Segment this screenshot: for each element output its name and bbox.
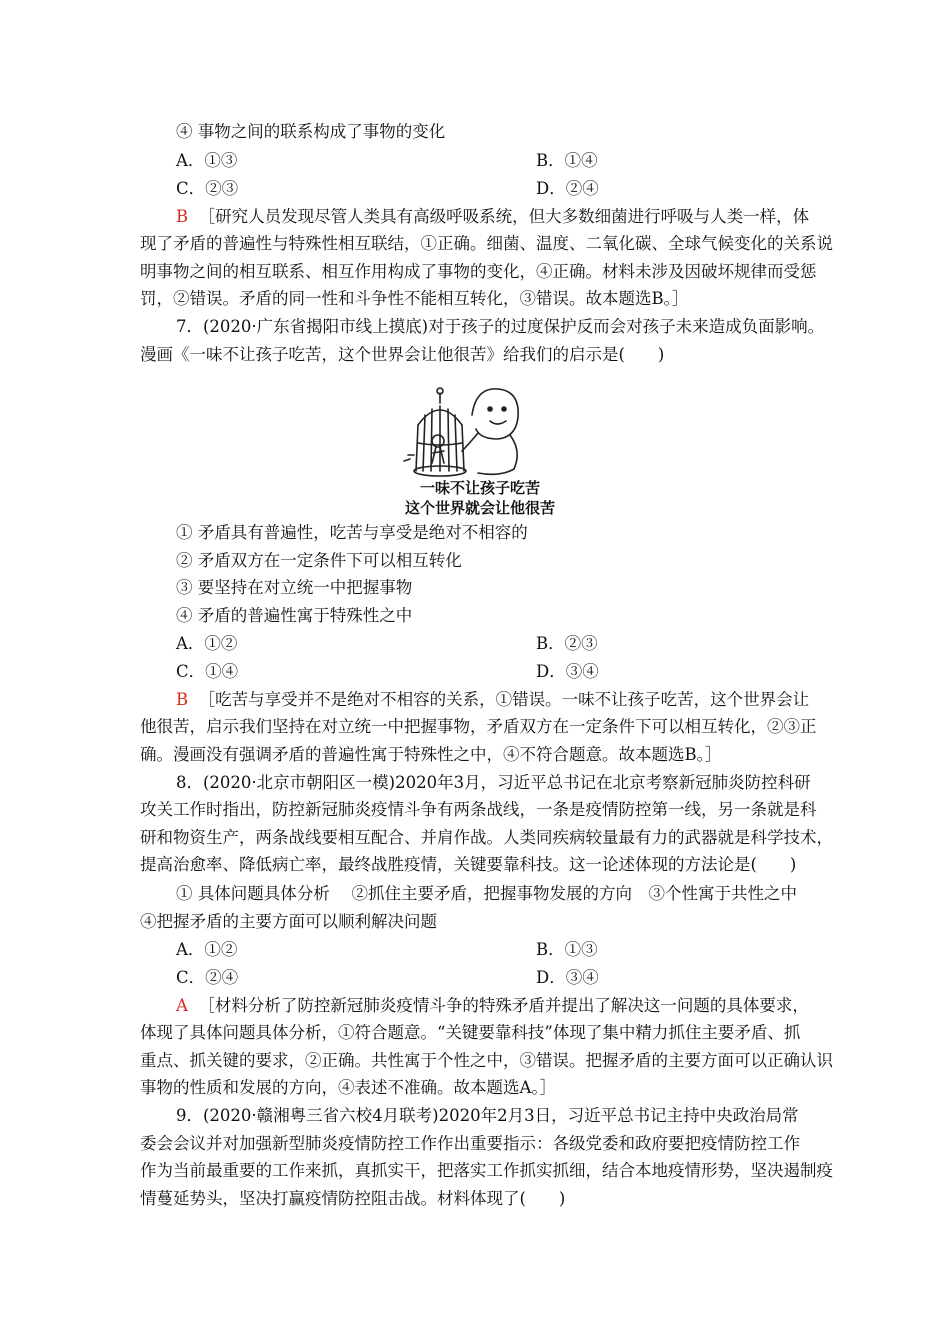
q8-stem-line3: 研和物资生产，两条战线要相互配合、并肩作战。人类同疾病较量最有力的武器就是科学技术，: [140, 828, 833, 847]
q8-explanation-line2: 体现了具体问题具体分析，①符合题意。“关键要靠科技”体现了集中精力抓住主要矛盾、抓: [140, 1023, 801, 1042]
q7-stem-line1: 7．(2020·广东省揭阳市线上摸底)对于孩子的过度保护反而会对孩子未来造成负面影响。: [176, 317, 825, 336]
q7-item-4: ④ 矛盾的普遍性寓于特殊性之中: [176, 606, 413, 625]
q8-stem-line4: 提高治愈率、降低病亡率，最终战胜疫情，关键要靠科技。这一论述体现的方法论是( ): [140, 855, 797, 874]
q9-stem-line1: 9．(2020·赣湘粤三省六校4月联考)2020年2月3日，习近平总书记主持中央政治局常: [176, 1106, 799, 1125]
q8-answer: A: [176, 996, 188, 1015]
q8-option-d: D．③④: [536, 968, 599, 987]
q8-option-c: C．②④: [176, 968, 239, 987]
q7-item-1: ① 矛盾具有普遍性，吃苦与享受是绝对不相容的: [176, 523, 528, 542]
comic-caption-line1: 一味不让孩子吃苦: [419, 479, 541, 497]
q7-item-2: ② 矛盾双方在一定条件下可以相互转化: [176, 551, 462, 570]
q6-option-d: D．②④: [536, 179, 599, 198]
comic-drawing: [380, 385, 580, 520]
q6-option-c: C．②③: [176, 179, 239, 198]
q7-option-c: C．①④: [176, 662, 239, 681]
q6-item-4: ④ 事物之间的联系构成了事物的变化: [176, 122, 446, 141]
q7-explanation-line2: 他很苦，启示我们坚持在对立统一中把握事物，矛盾双方在一定条件下可以相互转化，②③正: [140, 717, 817, 736]
q7-answer: B: [176, 690, 189, 709]
q8-option-b: B．①③: [536, 940, 598, 959]
q8-explanation-line4: 事物的性质和发展的方向，④表述不准确。故本题选A。］: [140, 1078, 557, 1097]
comic-caption-line2: 这个世界就会让他很苦: [404, 499, 556, 517]
q6-explanation-line3: 明事物之间的相互联系、相互作用构成了事物的变化，④正确。材料未涉及因破坏规律而受惩: [140, 262, 817, 281]
q7-stem-line2: 漫画《一味不让孩子吃苦，这个世界会让他很苦》给我们的启示是( ): [140, 345, 665, 364]
q8-stem-line2: 攻关工作时指出，防控新冠肺炎疫情斗争有两条战线，一条是疫情防控第一线，另一条就是科: [140, 800, 817, 819]
q8-explanation-line3: 重点、抓关键的要求，②正确。共性寓于个性之中，③错误。把握矛盾的主要方面可以正确认识: [140, 1051, 833, 1070]
q9-stem-line2: 委会会议并对加强新型肺炎疫情防控工作作出重要指示：各级党委和政府要把疫情防控工作: [140, 1134, 800, 1153]
q6-explanation-line4: 罚，②错误。矛盾的同一性和斗争性不能相互转化，③错误。故本题选B。］: [140, 289, 689, 308]
q6-answer: B: [176, 207, 189, 226]
q8-stem-line1: 8．(2020·北京市朝阳区一模)2020年3月，习近平总书记在北京考察新冠肺炎防控科研: [176, 773, 811, 792]
q9-stem-line3: 作为当前最重要的工作来抓，真抓实干，把落实工作抓实抓细，结合本地疫情形势，坚决遏制疫: [140, 1161, 833, 1180]
q9-stem-line4: 情蔓延势头，坚决打赢疫情防控阻击战。材料体现了( ): [140, 1189, 566, 1208]
q7-option-a: A．①②: [176, 634, 238, 653]
q6-explanation-line2: 现了矛盾的普遍性与特殊性相互联结，①正确。细菌、温度、二氧化碳、全球气候变化的关系说: [140, 234, 833, 253]
q8-items-line1: ① 具体问题具体分析 ②抓住主要矛盾，把握事物发展的方向 ③个性寓于共性之中: [176, 884, 797, 903]
q8-explanation-line1: A ［材料分析了防控新冠肺炎疫情斗争的特殊矛盾并提出了解决这一问题的具体要求，: [176, 996, 809, 1015]
comic-illustration: [380, 385, 580, 520]
q7-item-3: ③ 要坚持在对立统一中把握事物: [176, 578, 413, 597]
q6-option-a: A．①③: [176, 151, 238, 170]
q8-items-line2: ④把握矛盾的主要方面可以顺利解决问题: [140, 912, 437, 931]
q6-option-b: B．①④: [536, 151, 598, 170]
q7-option-b: B．②③: [536, 634, 598, 653]
q7-option-d: D．③④: [536, 662, 599, 681]
q7-explanation-line3: 确。漫画没有强调矛盾的普遍性寓于特殊性之中，④不符合题意。故本题选B。］: [140, 745, 722, 764]
q7-explanation-line1: B ［吃苦与享受并不是绝对不相容的关系，①错误。一味不让孩子吃苦，这个世界会让: [176, 690, 810, 709]
q8-option-a: A．①②: [176, 940, 238, 959]
q6-explanation-line1: B ［研究人员发现尽管人类具有高级呼吸系统，但大多数细菌进行呼吸与人类一样，体: [176, 207, 810, 226]
